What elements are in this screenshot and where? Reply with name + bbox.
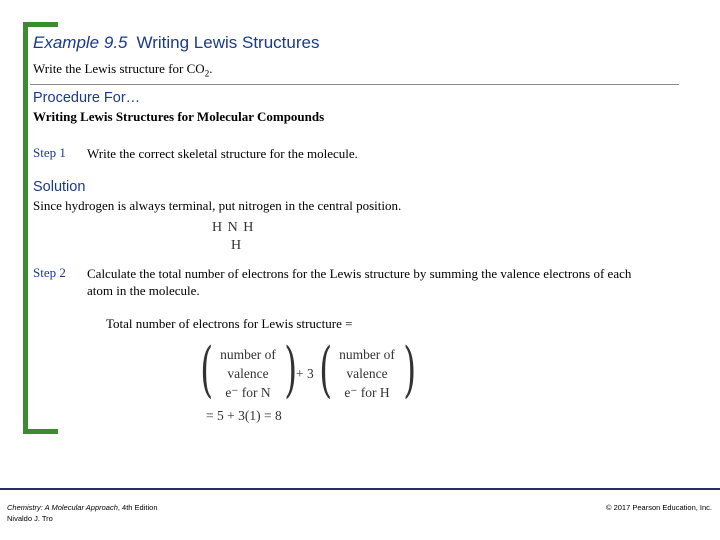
procedure-heading: Procedure For… bbox=[33, 90, 141, 106]
plus-three: + 3 bbox=[296, 366, 314, 381]
step1-text: Write the correct skeletal structure for the molecule. bbox=[87, 146, 358, 161]
footer-copyright: © 2017 Pearson Education, Inc. bbox=[605, 503, 712, 512]
problem-subscript: 2 bbox=[204, 68, 210, 79]
green-bracket-vertical bbox=[23, 22, 28, 434]
total-electrons-label: Total number of electrons for Lewis structure = bbox=[106, 316, 353, 331]
equation-result: = 5 + 3(1) = 8 bbox=[206, 408, 282, 423]
footer-edition: , 4th Edition bbox=[117, 503, 158, 512]
procedure-subheading: Writing Lewis Structures for Molecular Compounds bbox=[33, 109, 325, 124]
left-group-line1: number of bbox=[220, 347, 276, 362]
problem-statement bbox=[33, 61, 212, 79]
left-group-line3: e⁻ for N bbox=[225, 385, 271, 400]
solution-heading: Solution bbox=[33, 179, 86, 195]
problem-text: Write the Lewis structure for CO bbox=[33, 61, 205, 76]
step1-label: Step 1 bbox=[33, 145, 66, 160]
example-number: Example 9.5 bbox=[33, 33, 128, 52]
skeleton-row1: H N H bbox=[212, 220, 255, 235]
right-group bbox=[329, 345, 405, 402]
footer-divider bbox=[0, 488, 720, 490]
green-bracket-top bbox=[23, 22, 58, 27]
example-title-text: Writing Lewis Structures bbox=[136, 33, 320, 52]
divider bbox=[30, 84, 679, 85]
skeleton-row2: H bbox=[231, 238, 243, 253]
green-bracket-bottom bbox=[23, 429, 58, 434]
left-paren-close: ) bbox=[284, 335, 298, 405]
problem-end: . bbox=[209, 61, 213, 76]
right-paren-close: ) bbox=[403, 335, 417, 405]
left-group-line2: valence bbox=[227, 366, 269, 381]
right-group-line3: e⁻ for H bbox=[344, 385, 390, 400]
step2-line2: atom in the molecule. bbox=[87, 283, 200, 298]
right-group-line1: number of bbox=[339, 347, 395, 362]
footer-citation bbox=[7, 502, 157, 524]
right-group-line2: valence bbox=[346, 366, 388, 381]
right-paren-open: ( bbox=[319, 335, 333, 405]
footer-book-title: Chemistry: A Molecular Approach bbox=[7, 503, 118, 512]
left-group bbox=[210, 345, 286, 402]
step2-line1: Calculate the total number of electrons for the Lewis structure by summing the valence electrons of each bbox=[87, 266, 632, 281]
step2-label: Step 2 bbox=[33, 265, 66, 280]
left-paren-open: ( bbox=[200, 335, 214, 405]
solution-text: Since hydrogen is always terminal, put nitrogen in the central position. bbox=[33, 198, 402, 213]
footer-author: Nivaldo J. Tro bbox=[7, 514, 53, 523]
example-title bbox=[33, 33, 319, 53]
